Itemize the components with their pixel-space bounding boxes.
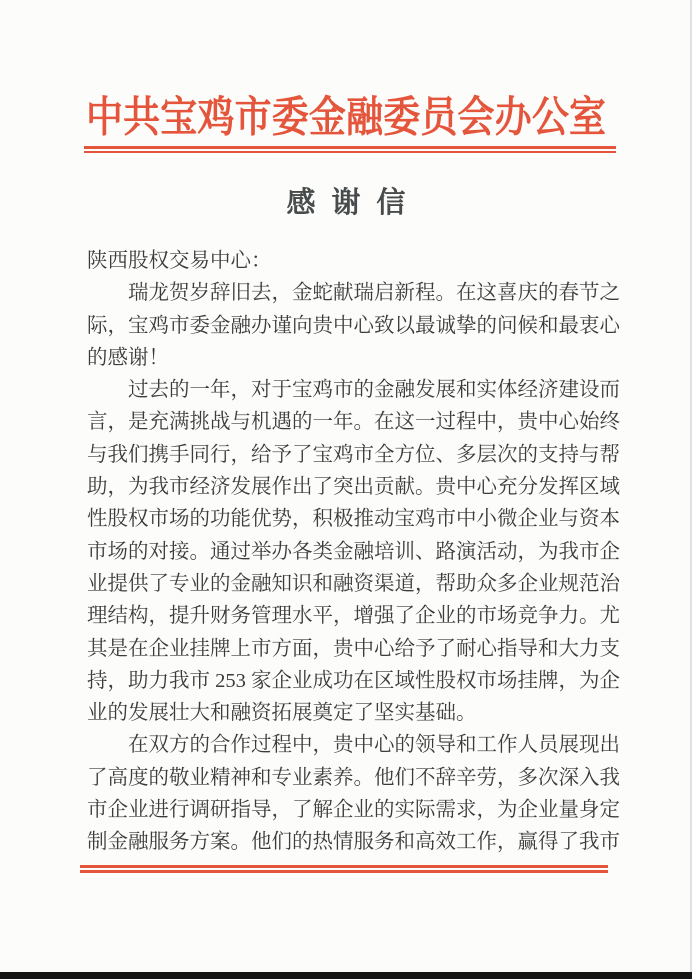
letter-line: 其是在企业挂牌上市方面，贵中心给予了耐心指导和大力支	[87, 637, 620, 660]
letter-body	[87, 245, 620, 859]
letter-line: 业提供了专业的金融知识和融资渠道，帮助众多企业规范治	[87, 572, 620, 595]
letter-title: 感谢信	[286, 187, 422, 219]
letter-line: 性股权市场的功能优势，积极推动宝鸡市中小微企业与资本	[87, 508, 620, 531]
scan-edge-bar	[0, 972, 692, 979]
letter-line: 市场的对接。通过举办各类金融培训、路演活动，为我市企	[87, 540, 620, 563]
letter-line: 与我们携手同行，给予了宝鸡市全方位、多层次的支持与帮	[87, 443, 620, 466]
letter-line: 过去的一年，对于宝鸡市的金融发展和实体经济建设而	[128, 379, 620, 402]
letter-line: 制金融服务方案。他们的热情服务和高效工作，赢得了我市	[87, 831, 620, 854]
letterhead-org-name: 中共宝鸡市委金融委员会办公室	[86, 94, 606, 142]
footer-divider	[80, 865, 608, 873]
letter-line: 瑞龙贺岁辞旧去，金蛇献瑞启新程。在这喜庆的春节之	[128, 282, 620, 305]
letterhead-divider	[84, 146, 616, 153]
letter-salutation: 陕西股权交易中心：	[87, 250, 272, 272]
letter-line: 际，宝鸡市委金融办谨向贵中心致以最诚挚的问候和最衷心	[87, 314, 620, 337]
letter-line: 言，是充满挑战与机遇的一年。在这一过程中，贵中心始终	[87, 411, 620, 434]
letter-line: 业的发展壮大和融资拓展奠定了坚实基础。	[87, 702, 477, 725]
letter-line: 助，为我市经济发展作出了突出贡献。贵中心充分发挥区域	[87, 476, 620, 499]
letter-line: 持，助力我市 253 家企业成功在区域性股权市场挂牌，为企	[87, 669, 620, 692]
letter-line: 理结构，提升财务管理水平，增强了企业的市场竞争力。尤	[87, 605, 620, 628]
letter-line: 了高度的敬业精神和专业素养。他们不辞辛劳，多次深入我	[87, 766, 620, 789]
letter-line: 在双方的合作过程中，贵中心的领导和工作人员展现出	[128, 734, 620, 757]
letter-line: 市企业进行调研指导，了解企业的实际需求，为企业量身定	[87, 799, 620, 822]
letter-line: 的感谢！	[87, 346, 169, 369]
